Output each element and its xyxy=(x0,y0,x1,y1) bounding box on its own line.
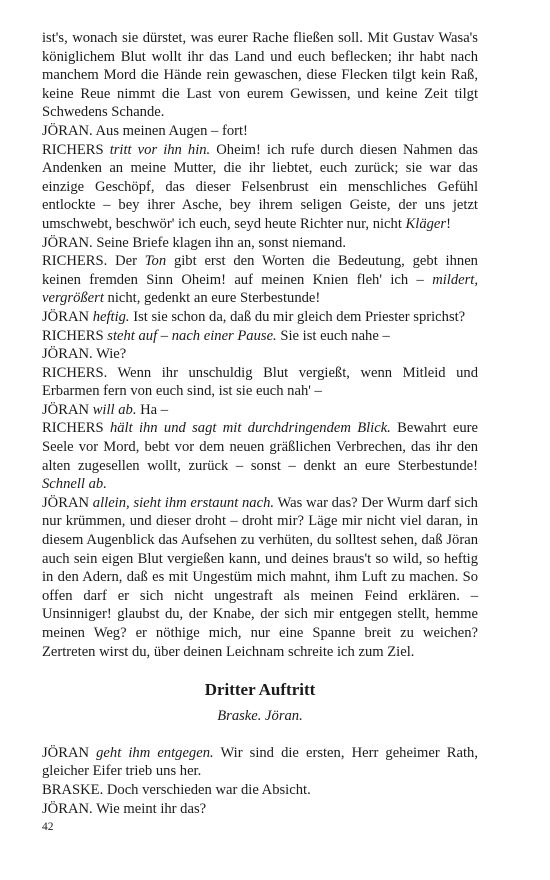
dialogue-paragraph xyxy=(42,419,478,493)
dialogue-text: JÖRAN xyxy=(42,308,93,325)
dialogue-paragraph xyxy=(42,800,478,819)
stage-direction: Kläger xyxy=(405,215,447,232)
stage-direction: geht ihm entgegen. xyxy=(96,744,214,761)
stage-direction: allein, sieht ihm erstaunt nach. xyxy=(92,494,275,511)
dialogue-text: Was war das? Der Wurm darf sich nur krümmen, und dieser droht – droht mir? Läge mir nicht viel daran, in diesem Augenblick das Aufsehen zu verhüten, du solltest sehen, daß Jöran auch sein eigen Blut vergießen kann, und deines braus't so wild, so heftig in den Adern, daß es mit Ungestüm mich mahnt, ihm Luft zu machen. So offen darf er sich nicht ungestraft als meinen Feind erklären. – Unsinniger! glaubst du, der Knabe, der sich mir entgegen stellt, hemme meinen Weg? er nöthige mich, nur eine Spanne breit zu weichen? Zertreten wirst du, über deinen Leichnam schreite ich zum Ziel. xyxy=(42,494,478,660)
dialogue-text: RICHERS xyxy=(42,420,110,437)
dialogue-text: JÖRAN. Seine Briefe klagen ihn an, sonst niemand. xyxy=(42,234,346,251)
dialogue-text: JÖRAN. Wie? xyxy=(42,346,127,363)
section-gap xyxy=(42,661,478,679)
stage-direction: mildert, vergrößert xyxy=(42,271,478,307)
dialogue-text: Sie ist euch nahe – xyxy=(276,327,390,344)
dialogue-paragraph xyxy=(42,345,478,364)
dialogue-text: JÖRAN xyxy=(42,401,93,418)
scene-persons: Braske. Jöran. xyxy=(217,708,303,725)
dialogue-text: RICHERS. Wenn ihr unschuldig Blut vergießt, wenn Mitleid und Erbarmen fern von euch sind, ist sie euch nah' – xyxy=(42,364,478,400)
stage-direction: steht auf – nach einer Pause. xyxy=(107,327,277,344)
dialogue-text: RICHERS xyxy=(42,141,110,158)
dialogue-paragraph xyxy=(42,781,478,800)
stage-direction: Ton xyxy=(144,253,167,270)
stage-direction: hält ihn und sagt mit durchdringendem Blick. xyxy=(109,420,391,437)
stage-direction: tritt vor ihn hin. xyxy=(109,141,211,158)
dialogue-text: JÖRAN. Wie meint ihr das? xyxy=(42,800,207,817)
dialogue-paragraph xyxy=(42,494,478,661)
dialogue-paragraph xyxy=(42,308,478,327)
dialogue-block-top xyxy=(42,29,478,661)
stage-direction: will ab. xyxy=(92,401,137,418)
dialogue-paragraph xyxy=(42,234,478,253)
dialogue-text: Ist sie schon da, daß du mir gleich dem Priester sprichst? xyxy=(129,308,466,325)
section-gap xyxy=(42,726,478,744)
scene-heading: Dritter Auftritt xyxy=(204,680,316,700)
dialogue-text: JÖRAN xyxy=(42,494,93,511)
dialogue-paragraph xyxy=(42,252,478,308)
dialogue-text: JÖRAN. Aus meinen Augen – fort! xyxy=(42,122,248,139)
dialogue-text: nicht, gedenkt an eure Sterbestunde! xyxy=(103,290,321,307)
dialogue-text: Ha – xyxy=(136,401,169,418)
dialogue-paragraph xyxy=(42,141,478,234)
dialogue-paragraph xyxy=(42,364,478,401)
dialogue-text: Oheim! ich rufe durch diesen Nahmen das Andenken an meine Mutter, die ihr liebtet, euch zurück; sie war das einzige Geschöpf, das dieser Felsenbrust ein menschliches Gefühl entlockte – bey ihrer Asche, bey ihrem seligen Geiste, der uns jetzt umschwebt, beschwör' ich euch, seyd heute Richter nur, nicht xyxy=(42,141,478,232)
dialogue-paragraph xyxy=(42,744,478,781)
stage-direction: Schnell ab. xyxy=(42,476,107,493)
dialogue-text: RICHERS xyxy=(42,327,108,344)
dialogue-text: JÖRAN xyxy=(42,744,97,761)
dialogue-text: gibt erst den Worten die Bedeutung, gebt ihnen keinen fremden Sinn Oheim! auf meinen Knien fleh' ich – xyxy=(42,253,478,288)
dialogue-text: RICHERS. Der xyxy=(42,253,145,270)
dialogue-paragraph xyxy=(42,401,478,420)
dialogue-paragraph xyxy=(42,29,478,122)
dialogue-paragraph xyxy=(42,327,478,346)
dialogue-text: Bewahrt eure Seele vor Mord, bebt vor dem neuen gräßlichen Verbrechen, das ihr den alten zugesellen wollt, zurück – sonst – denkt an eure Sterbestunde! xyxy=(42,420,478,474)
dialogue-text: ! xyxy=(446,215,451,232)
dialogue-text: ist's, wonach sie dürstet, was eurer Rache fließen soll. Mit Gustav Wasa's königlichem Blut wollt ihr das Land und euch beflecken; ihr habt nach manchem Mord die Hände rein gewaschen, diese Flecken tilgt kein Raß, keine Reue nimmt die Last von eurem Gewissen, und keine Zeit tilgt Schwedens Schande. xyxy=(42,30,478,121)
dialogue-block-bottom xyxy=(42,744,478,818)
dialogue-paragraph xyxy=(42,122,478,141)
document-page xyxy=(42,29,478,818)
dialogue-text: Wir sind die ersten, Herr geheimer Rath, gleicher Eifer trieb uns her. xyxy=(42,744,478,780)
page-number: 42 xyxy=(42,821,54,833)
stage-direction: heftig. xyxy=(92,308,130,325)
dialogue-text: BRASKE. Doch verschieden war die Absicht. xyxy=(42,781,311,798)
